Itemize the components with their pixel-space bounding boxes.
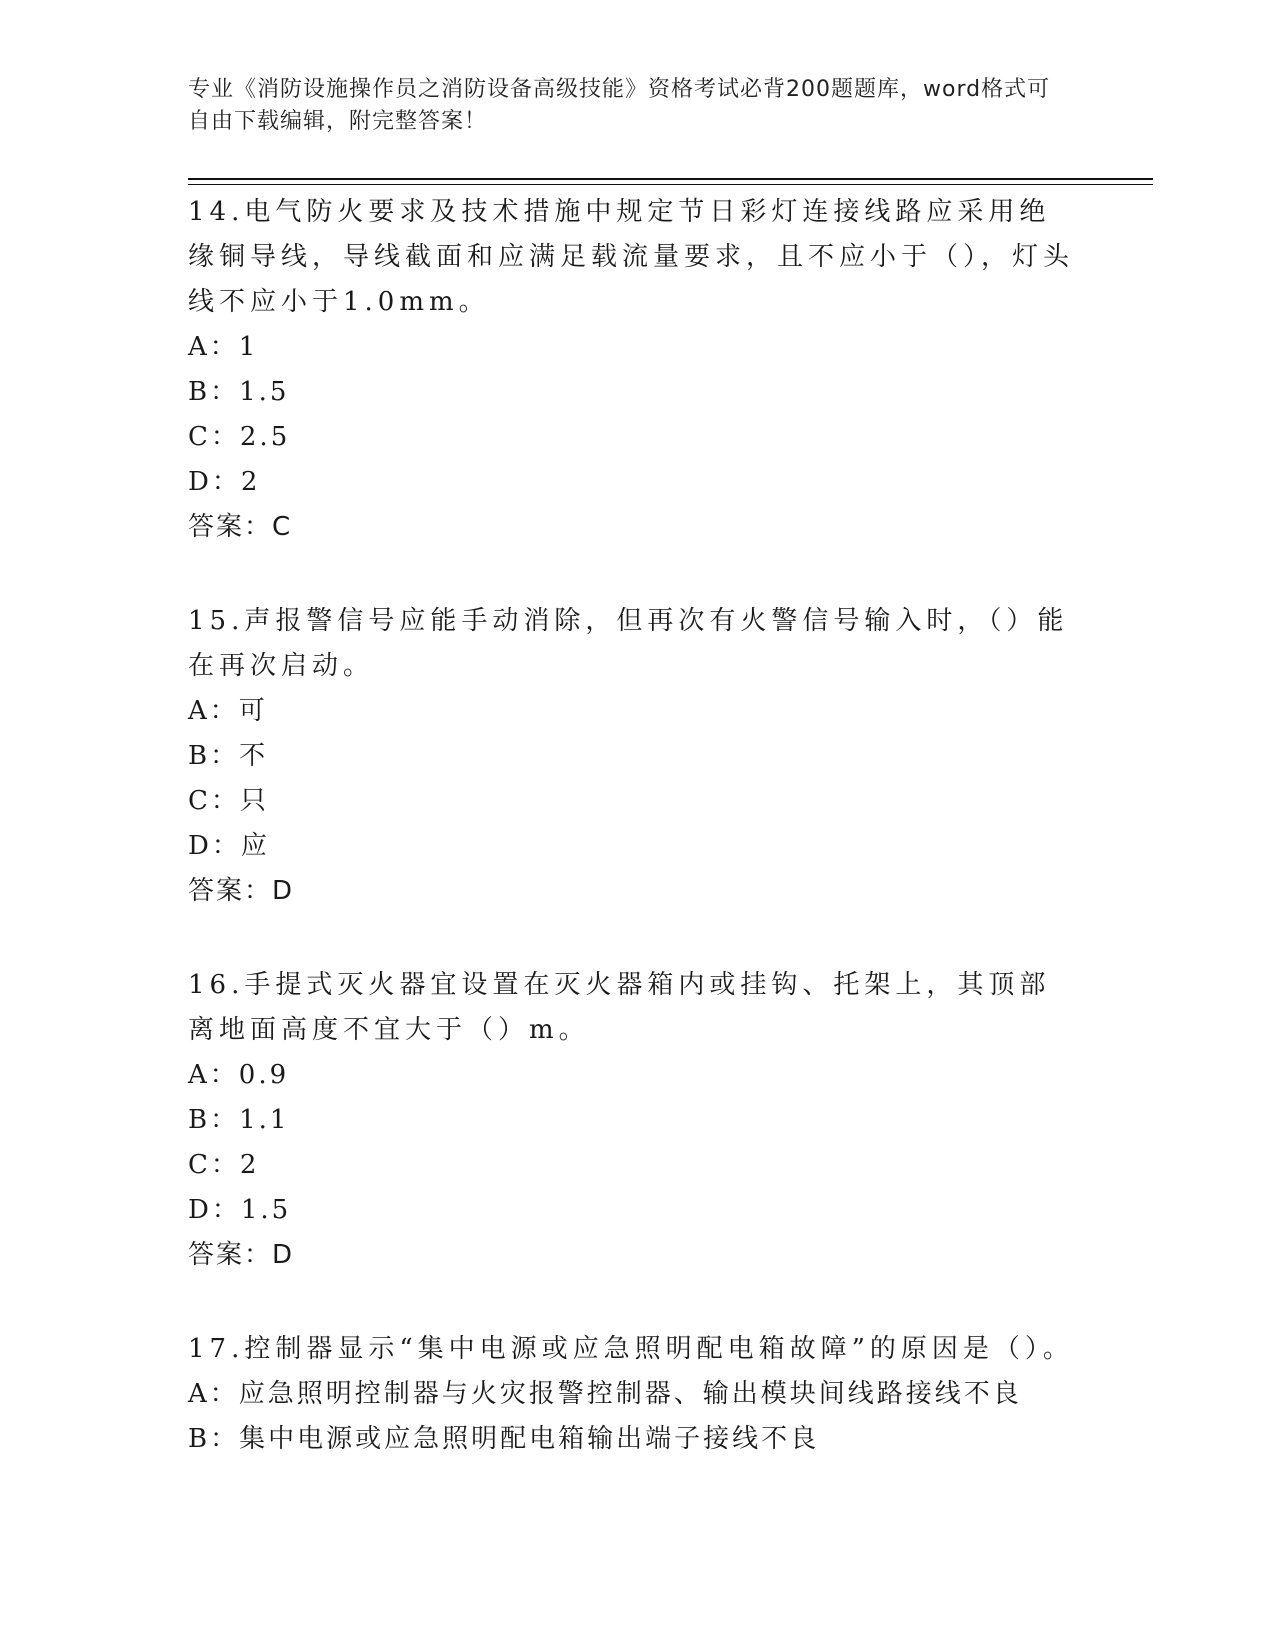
question-16 bbox=[188, 963, 1078, 1278]
option-b: B：集中电源或应急照明配电箱输出端子接线不良 bbox=[188, 1424, 820, 1454]
option-b: B：1.1 bbox=[188, 1105, 290, 1135]
option-d: D：应 bbox=[188, 831, 270, 861]
question-stem: 17.控制器显示“集中电源或应急照明配电箱故障”的原因是（）。 bbox=[188, 1334, 1074, 1364]
question-17 bbox=[188, 1327, 1078, 1462]
header-divider-thin bbox=[188, 184, 1153, 185]
question-list bbox=[188, 190, 1078, 1462]
question-stem: 15.声报警信号应能手动消除，但再次有火警信号输入时，（）能在再次启动。 bbox=[188, 606, 1069, 681]
option-b: B：1.5 bbox=[188, 377, 290, 407]
option-c: C：2.5 bbox=[188, 422, 291, 452]
option-c: C：2 bbox=[188, 1150, 260, 1180]
question-15 bbox=[188, 599, 1078, 914]
question-14 bbox=[188, 190, 1078, 550]
option-d: D：2 bbox=[188, 467, 261, 497]
option-d: D：1.5 bbox=[188, 1195, 292, 1225]
option-a: A：1 bbox=[188, 332, 259, 362]
header-divider-thick bbox=[188, 178, 1153, 180]
option-c: C：只 bbox=[188, 786, 269, 816]
question-stem: 14.电气防火要求及技术措施中规定节日彩灯连接线路应采用绝缘铜导线，导线截面和应满足载流量要求，且不应小于（），灯头线不应小于1.0mm。 bbox=[188, 197, 1075, 317]
option-a: A：0.9 bbox=[188, 1060, 290, 1090]
document-header: 专业《消防设施操作员之消防设备高级技能》资格考试必背200题题库，word格式可自由下载编辑，附完整答案！ bbox=[188, 77, 1051, 134]
option-b: B：不 bbox=[188, 741, 269, 771]
answer-line: 答案：D bbox=[188, 876, 295, 906]
question-stem: 16.手提式灭火器宜设置在灭火器箱内或挂钩、托架上，其顶部离地面高度不宜大于（）m。 bbox=[188, 970, 1051, 1045]
answer-line: 答案：C bbox=[188, 512, 293, 542]
option-a: A：可 bbox=[188, 696, 268, 726]
answer-line: 答案：D bbox=[188, 1240, 295, 1270]
option-a: A：应急照明控制器与火灾报警控制器、输出模块间线路接线不良 bbox=[188, 1379, 1022, 1409]
